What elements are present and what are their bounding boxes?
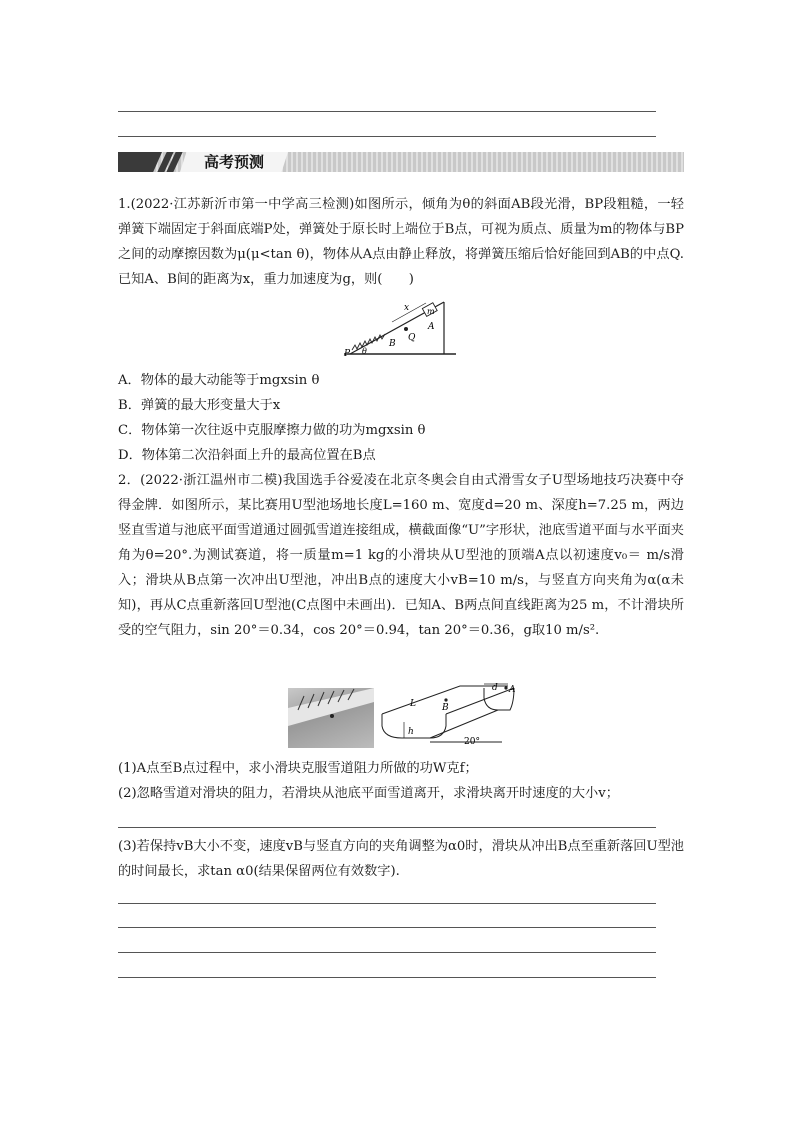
answer-line-q2-2 bbox=[118, 827, 656, 828]
option-b: B．弹簧的最大形变量大于x bbox=[118, 398, 281, 413]
answer-line-top-1 bbox=[118, 111, 656, 112]
label-x: x bbox=[404, 303, 410, 313]
answer-line-top-2 bbox=[118, 136, 656, 137]
label-b: B bbox=[389, 339, 396, 349]
label-l: L bbox=[410, 699, 416, 709]
u-pipe-bottom-edge bbox=[430, 710, 498, 738]
u-pipe-near-profile bbox=[382, 714, 446, 738]
label-p: P bbox=[344, 349, 351, 359]
label-q: Q bbox=[408, 333, 416, 343]
option-d: D．物体第二次沿斜面上升的最高位置在B点 bbox=[118, 448, 376, 463]
question-1-text: 1.(2022·江苏新沂市第一中学高三检测)如图所示，倾角为θ的斜面AB段光滑，BP段粗糙，一轻弹簧下端固定于斜面底端P处，弹簧处于原长时上端位于B点，可视为质点、质量为m的物体与BP之间的动摩擦因数为μ(μ<tan θ)，物体从A点由静止释放，将弹簧压缩后恰好能回到AB的中点Q.已知A、B间的距离为x，重力加速度为g，则( ) bbox=[118, 197, 684, 287]
incline-spring-diagram bbox=[338, 292, 462, 360]
option-c: C．物体第一次往返中克服摩擦力做的功为mgxsin θ bbox=[118, 423, 426, 438]
answer-line-q2-3-4 bbox=[118, 977, 656, 978]
option-a: A．物体的最大动能等于mgxsin θ bbox=[118, 373, 320, 388]
sub-question-2: (2)忽略雪道对滑块的阻力，若滑块从池底平面雪道离开，求滑块离开时速度的大小v； bbox=[118, 786, 619, 801]
label-b2: B bbox=[442, 703, 449, 713]
spring-coil bbox=[352, 334, 385, 350]
question-2-text: 2．(2022·浙江温州市二模)我国选手谷爱凌在北京冬奥会自由式滑雪女子U型场地技巧决赛中夺得金牌．如图所示，某比赛用U型池场地长度L=160 m、宽度d=20 m、深度h=7.25 m，两边竖直雪道与池底平面雪道通过圆弧雪道连接组成，横截面像“U”字形状，池底雪道平面与水平面夹角为θ=20°.为测试赛道，将一质量m=1 kg的小滑块从U型池的顶端A点以初速度v₀＝ m/s滑入；滑块从B点第一次冲出U型池，冲出B点的速度大小vB=10 m/s，与竖直方向夹角为α(α未知)，再从C点重新落回U型池(C点图中未画出)．已知A、B两点间直线距离为25 m，不计滑块所受的空气阻力，sin 20°＝0.34，cos 20°＝0.94，tan 20°＝0.36，g取10 m/s². bbox=[118, 473, 684, 638]
sub-question-1: (1)A点至B点过程中，求小滑块克服雪道阻力所做的功W克f； bbox=[118, 761, 478, 776]
label-a: A bbox=[428, 322, 435, 332]
label-d: d bbox=[492, 683, 498, 693]
answer-line-q2-3-2 bbox=[118, 927, 656, 928]
point-b bbox=[444, 698, 447, 701]
point-a bbox=[504, 686, 507, 689]
u-pipe-diagram bbox=[374, 680, 524, 750]
label-angle: 20° bbox=[464, 737, 480, 747]
label-h: h bbox=[408, 727, 414, 737]
label-theta: θ bbox=[362, 347, 367, 356]
answer-line-q2-3-1 bbox=[118, 903, 656, 904]
section-title: 高考预测 bbox=[203, 153, 264, 171]
label-m: m bbox=[427, 307, 435, 316]
sub-question-3: (3)若保持vB大小不变，速度vB与竖直方向的夹角调整为α0时，滑块从冲出B点至重新落回U型池的时间最长，求tan α0(结果保留两位有效数字). bbox=[118, 839, 684, 879]
section-banner bbox=[118, 152, 684, 172]
answer-line-q2-3-3 bbox=[118, 952, 656, 953]
point-q bbox=[404, 327, 408, 331]
label-a2: A bbox=[509, 685, 516, 695]
ski-photo-art bbox=[288, 688, 374, 748]
ski-photo bbox=[288, 688, 374, 748]
